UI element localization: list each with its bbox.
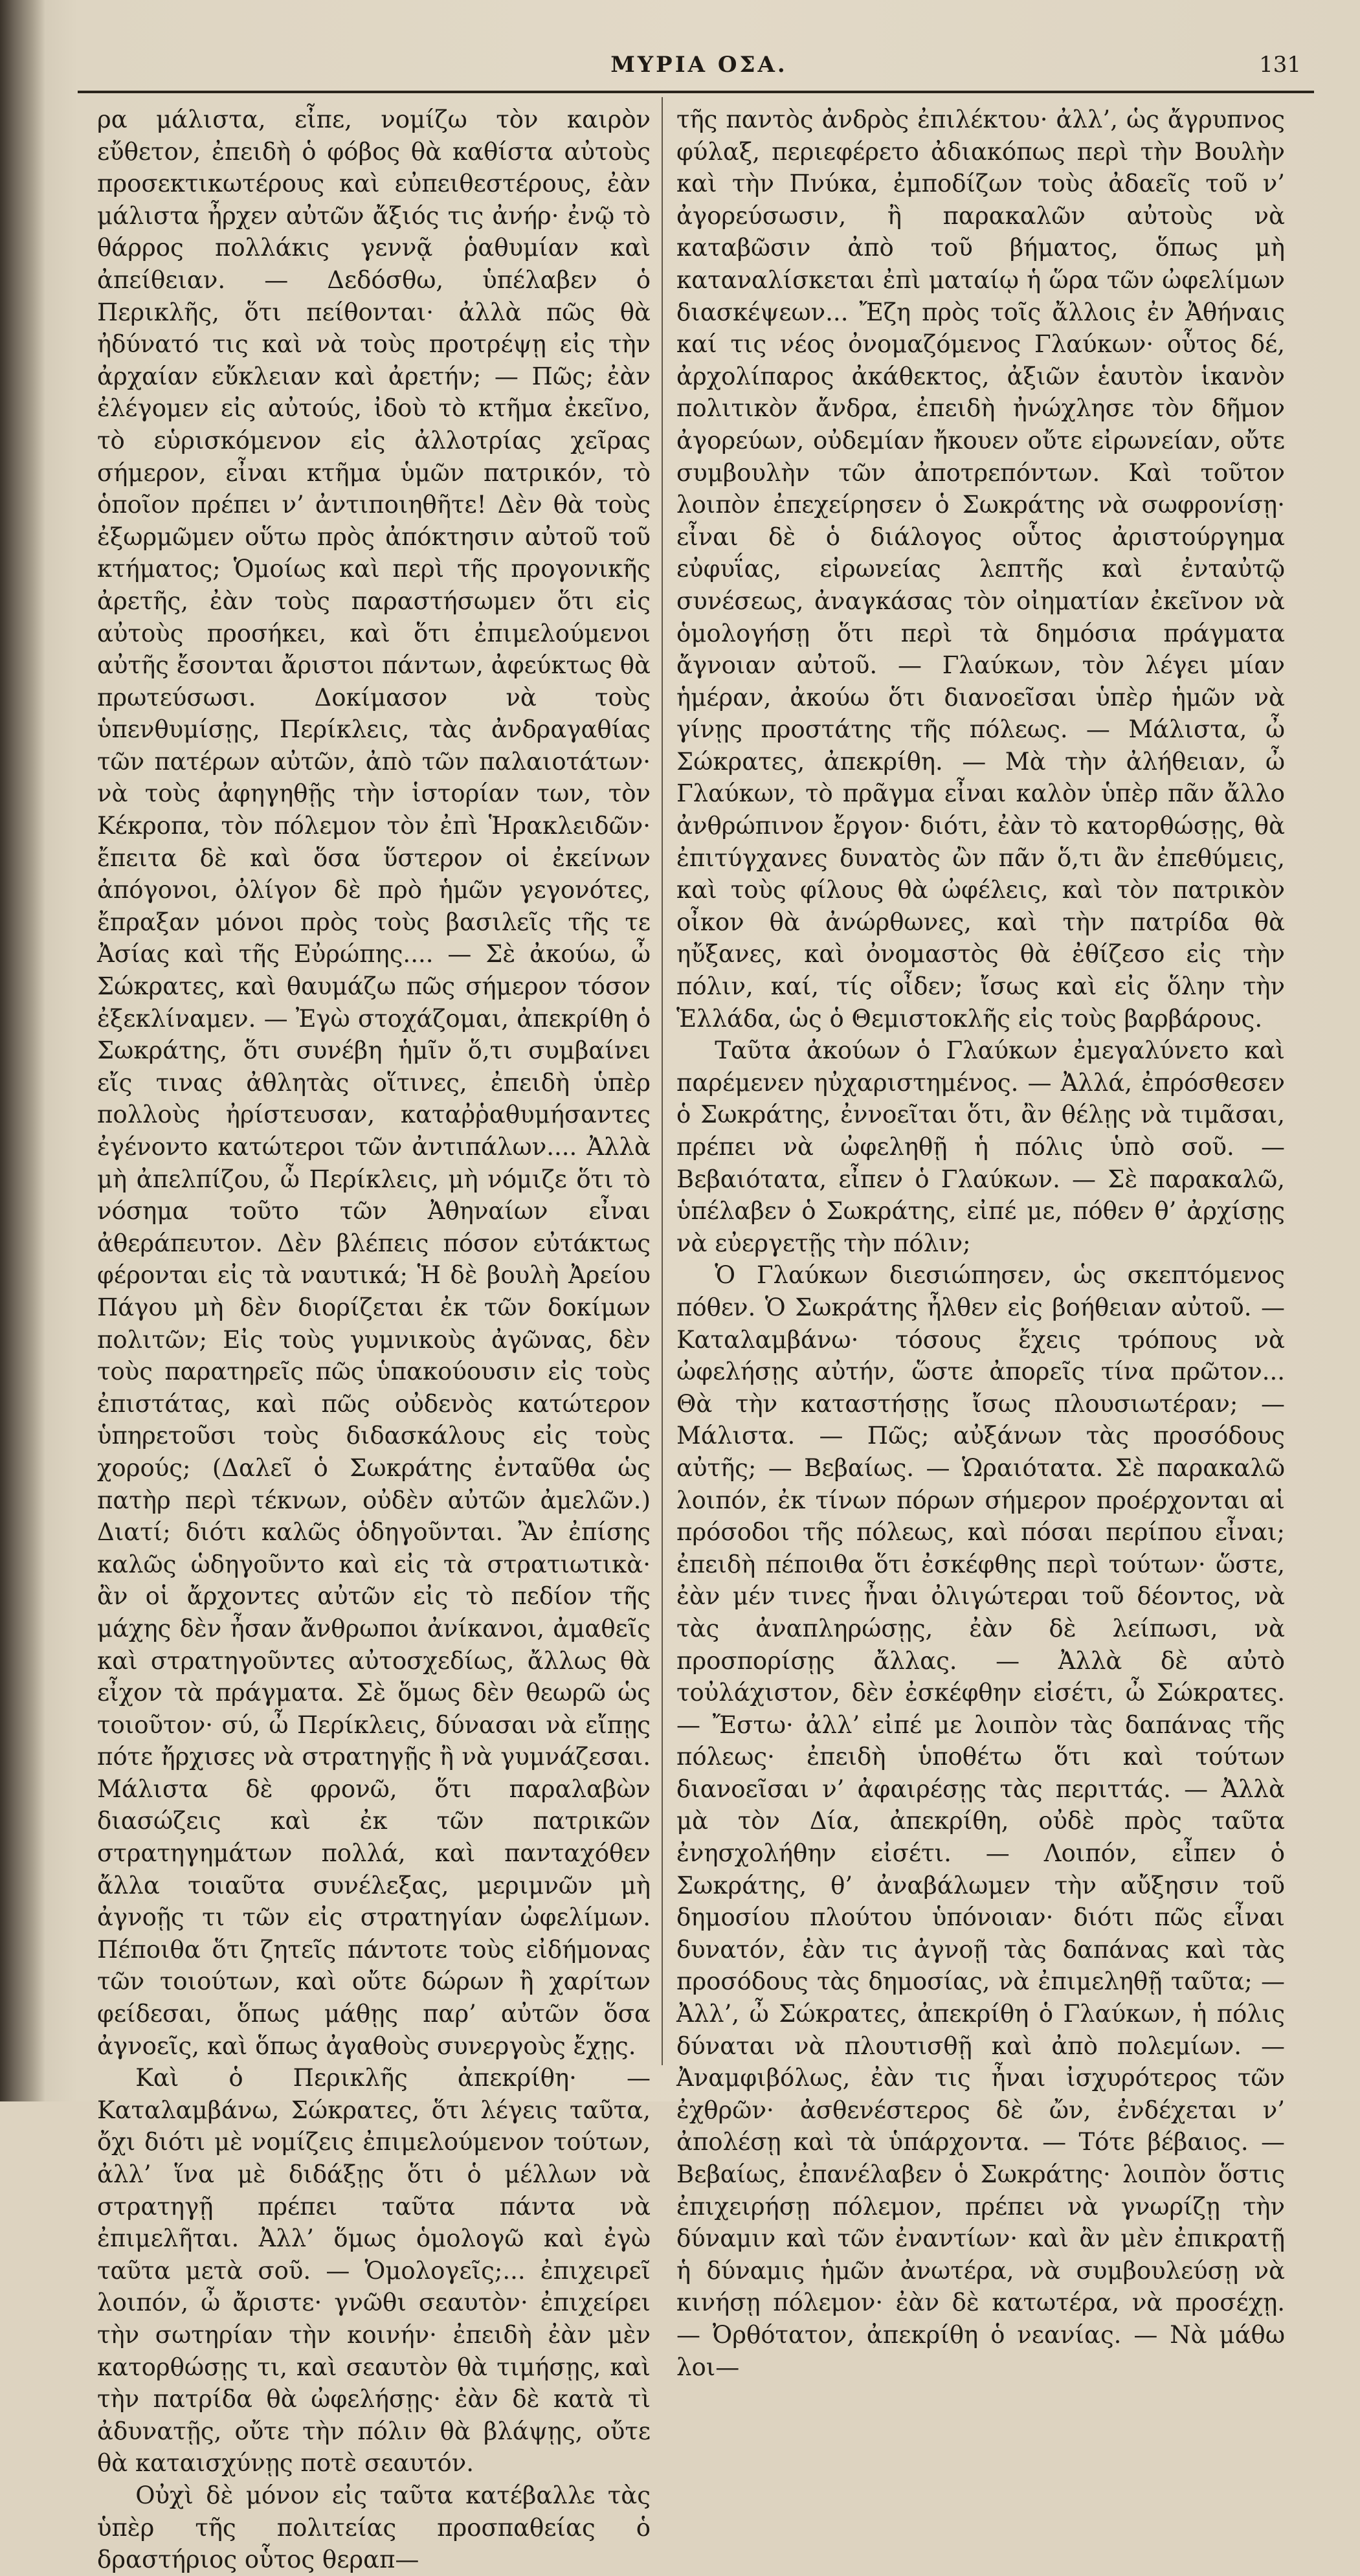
- paragraph: Οὐχὶ δὲ μόνον εἰς ταῦτα κατέβαλλε τὰς ὑπὲρ τῆς πολιτείας προσπαθείας ὁ δραστήριος οὗτος θεραπ—: [97, 2481, 651, 2574]
- paragraph: τῆς παντὸς ἀνδρὸς ἐπιλέκτου· ἀλλ’, ὡς ἄγρυπνος φύλαξ, περιεφέρετο ἀδιακόπως περὶ τὴν Βουλὴν καὶ τὴν Πνύκα, ἐμποδίζων τοὺς ἀδαεῖς τοῦ ν’ ἀγορεύσωσιν, ἢ παρακαλῶν αὐτοὺς νὰ καταβῶσιν ἀπὸ τοῦ βήματος, ὅπως μὴ καταναλίσκεται ἐπὶ ματαίῳ ἡ ὥρα τῶν ὠφελίμων διασκέψεων... Ἔζη πρὸς τοῖς ἄλλοις ἐν Ἀθήναις καί τις νέος ὀνομαζόμενος Γλαύκων· οὗτος δέ, ἀρχολίπαρος ἀκάθεκτος, ἀξιῶν ἑαυτὸν ἱκανὸν πολιτικὸν ἄνδρα, ἐπειδὴ ἠνώχλησε τὸν δῆμον ἀγορεύων, οὐδεμίαν ἤκουεν οὔτε εἰρωνείαν, οὔτε συμβουλὴν τῶν ἀποτρεπόντων. Καὶ τοῦτον λοιπὸν ἐπεχείρησεν ὁ Σωκράτης νὰ σωφρονίσῃ· εἶναι δὲ ὁ διάλογος οὗτος ἀριστούργημα εὐφυΐας, εἰρωνείας λεπτῆς καὶ ἐνταὐτῷ συνέσεως, ἀναγκάσας τὸν οἰηματίαν ἐκεῖνον νὰ ὁμολογήσῃ ὅτι περὶ τὰ δημόσια πράγματα ἄγνοιαν αὐτοῦ. — Γλαύκων, τὸν λέγει μίαν ἡμέραν, ἀκούω ὅτι διανοεῖσαι ὑπὲρ ἡμῶν νὰ γίνῃς προστάτης τῆς πόλεως. — Μάλιστα, ὦ Σώκρατες, ἀπεκρίθη. — Μὰ τὴν ἀλήθειαν, ὦ Γλαύκων, τὸ πρᾶγμα εἶναι καλὸν ὑπὲρ πᾶν ἄλλο ἀνθρώπινον ἔργον· διότι, ἐὰν τὸ κατορθώσῃς, θὰ ἐπιτύγχανες δυνατὸς ὢν πᾶν ὅ,τι ἂν ἐπεθύμεις, καὶ τοὺς φίλους θὰ ὠφέλεις, καὶ τὸν πατρικὸν οἶκον θὰ ἀνώρθωνες, καὶ τὴν πατρίδα θὰ ηὔξανες, καὶ ὀνομαστὸς θὰ ἐθίζεσο εἰς τὴν πόλιν, καί, τίς οἶδεν; ἴσως καὶ εἰς ὅλην τὴν Ἑλλάδα, ὡς ὁ Θεμιστοκλῆς εἰς τοὺς βαρβάρους.: [676, 106, 1285, 1033]
- paragraph: Ὁ Γλαύκων διεσιώπησεν, ὡς σκεπτόμενος πόθεν. Ὁ Σωκράτης ἦλθεν εἰς βοήθειαν αὐτοῦ. — Καταλαμβάνω· τόσους ἔχεις τρόπους νὰ ὠφελήσῃς αὐτήν, ὥστε ἀπορεῖς τίνα πρῶτον... Θὰ τὴν καταστήσῃς ἴσως πλουσιωτέραν; — Μάλιστα. — Πῶς; αὐξάνων τὰς προσόδους αὐτῆς; — Βεβαίως. — Ὡραιότατα. Σὲ παρακαλῶ λοιπόν, ἐκ τίνων πόρων σήμερον προέρχονται αἱ πρόσοδοι τῆς πόλεως, καὶ πόσαι περίπου εἶναι; ἐπειδὴ πέποιθα ὅτι ἐσκέφθης περὶ τούτων· ὥστε, ἐὰν μέν τινες ἦναι ὀλιγώτεραι τοῦ δέοντος, νὰ τὰς ἀναπληρώσῃς, ἐὰν δὲ λείπωσι, νὰ προσπορίσῃς ἄλλας. — Ἀλλὰ δὲ αὐτὸ τοὐλάχιστον, δὲν ἐσκέφθην εἰσέτι, ὦ Σώκρατες. — Ἔστω· ἀλλ’ εἰπέ με λοιπὸν τὰς δαπάνας τῆς πόλεως· ἐπειδὴ ὑποθέτω ὅτι καὶ τούτων διανοεῖσαι ν’ ἀφαιρέσῃς τὰς περιττάς. — Ἀλλὰ μὰ τὸν Δία, ἀπεκρίθη, οὐδὲ πρὸς ταῦτα ἐνησχολήθην εἰσέτι. — Λοιπόν, εἶπεν ὁ Σωκράτης, θ’ ἀναβάλωμεν τὴν αὔξησιν τοῦ δημοσίου πλούτου ὑπόνοιαν· διότι πῶς εἶναι δυνατόν, ἐὰν τις ἀγνοῇ τὰς δαπάνας καὶ τὰς προσόδους τὰς δημοσίας, νὰ ἐπιμεληθῇ ταῦτα; — Ἀλλ’, ὦ Σώκρατες, ἀπεκρίθη ὁ Γλαύκων, ἡ πόλις δύναται νὰ πλουτισθῇ καὶ ἀπὸ πολεμίων. — Ἀναμφιβόλως, ἐὰν τις ἦναι ἰσχυρότερος τῶν ἐχθρῶν· ἀσθενέστερος δὲ ὤν, ἐνδέχεται ν’ ἀπολέσῃ καὶ τὰ ὑπάρχοντα. — Τότε βέβαιος. — Βεβαίως, ἐπανέλαβεν ὁ Σωκράτης· λοιπὸν ὅστις ἐπιχειρήσῃ πόλεμον, πρέπει νὰ γνωρίζῃ τὴν δύναμιν καὶ τῶν ἐναντίων· καὶ ἂν μὲν ἐπικρατῇ ἡ δύναμις ἡμῶν ἀνωτέρα, νὰ συμβουλεύσῃ νὰ κινήσῃ πόλεμον· ἐὰν δὲ κατωτέρα, νὰ προσέχῃ. — Ὀρθότατον, ἀπεκρίθη ὁ νεανίας. — Νὰ μάθω λοι—: [676, 1261, 1285, 2381]
- column-divider: [662, 97, 663, 2065]
- right-column: [676, 104, 1285, 2383]
- header-rule: [78, 91, 1314, 93]
- paragraph: Καὶ ὁ Περικλῆς ἀπεκρίθη· — Καταλαμβάνω, Σώκρατες, ὅτι λέγεις ταῦτα, ὄχι διότι μὲ νομίζεις ἐπιμελούμενον τούτων, ἀλλ’ ἵνα μὲ διδάξῃς ὅτι ὁ μέλλων νὰ στρατηγῇ πρέπει ταῦτα πάντα νὰ ἐπιμελῆται. Ἀλλ’ ὅμως ὁμολογῶ καὶ ἐγὼ ταῦτα μετὰ σοῦ. — Ὁμολογεῖς;... ἐπιχειρεῖ λοιπόν, ὦ ἄριστε· γνῶθι σεαυτὸν· ἐπιχείρει τὴν σωτηρίαν τὴν κοινήν· ἐπειδὴ ἐὰν μὲν κατορθώσῃς τι, καὶ σεαυτὸν θὰ τιμήσῃς, καὶ τὴν πατρίδα θὰ ὠφελήσῃς· ἐὰν δὲ κατὰ τὶ ἀδυνατῇς, οὔτε τὴν πόλιν θὰ βλάψῃς, οὔτε θὰ καταισχύνῃς ποτὲ σεαυτόν.: [97, 2064, 651, 2478]
- binding-edge: [0, 0, 45, 2101]
- page-header: [91, 45, 1308, 91]
- page-number: 131: [1259, 52, 1301, 78]
- paragraph: ρα μάλιστα, εἶπε, νομίζω τὸν καιρὸν εὔθετον, ἐπειδὴ ὁ φόβος θὰ καθίστα αὐτοὺς προσεκτικωτέρους καὶ εὐπειθεστέρους, ἐὰν μάλιστα ἦρχεν αὐτῶν ἄξιός τις ἀνήρ· ἐνῷ τὸ θάρρος πολλάκις γεννᾷ ῥαθυμίαν καὶ ἀπείθειαν. — Δεδόσθω, ὑπέλαβεν ὁ Περικλῆς, ὅτι πείθονται· ἀλλὰ πῶς θὰ ἠδύνατό τις καὶ νὰ τοὺς προτρέψῃ εἰς τὴν ἀρχαίαν εὔκλειαν καὶ ἀρετήν; — Πῶς; ἐὰν ἐλέγομεν εἰς αὐτούς, ἰδοὺ τὸ κτῆμα ἐκεῖνο, τὸ εὑρισκόμενον εἰς ἀλλοτρίας χεῖρας σήμερον, εἶναι κτῆμα ὑμῶν πατρικόν, τὸ ὁποῖον πρέπει ν’ ἀντιποιηθῆτε! Δὲν θὰ τοὺς ἐξωρμῶμεν οὕτω πρὸς ἀπόκτησιν αὐτοῦ τοῦ κτήματος; Ὁμοίως καὶ περὶ τῆς προγονικῆς ἀρετῆς, ἐὰν τοὺς παραστήσωμεν ὅτι εἰς αὐτοὺς προσήκει, καὶ ὅτι ἐπιμελούμενοι αὐτῆς ἔσονται ἄριστοι πάντων, ἀφεύκτως θὰ πρωτεύσωσι. Δοκίμασον νὰ τοὺς ὑπενθυμίσῃς, Περίκλεις, τὰς ἀνδραγαθίας τῶν πατέρων αὐτῶν, ἀπὸ τῶν παλαιοτάτων· νὰ τοὺς ἀφηγηθῇς τὴν ἱστορίαν των, τὸν Κέκροπα, τὸν πόλεμον τὸν ἐπὶ Ἡρακλειδῶν· ἔπειτα δὲ καὶ ὅσα ὕστερον οἱ ἐκείνων ἀπόγονοι, ὀλίγον δὲ πρὸ ἡμῶν γεγονότες, ἔπραξαν μόνοι πρὸς τοὺς βασιλεῖς τῆς τε Ἀσίας καὶ τῆς Εὐρώπης.... — Σὲ ἀκούω, ὦ Σώκρατες, καὶ θαυμάζω πῶς σήμερον τόσον ἐξεκλίναμεν. — Ἐγὼ στοχάζομαι, ἀπεκρίθη ὁ Σωκράτης, ὅτι συνέβη ἡμῖν ὅ,τι συμβαίνει εἴς τινας ἀθλητὰς οἵτινες, ἐπειδὴ ὑπὲρ πολλοὺς ἠρίστευσαν, καταῤῥαθυμήσαντες ἐγένοντο κατώτεροι τῶν ἀντιπάλων.... Ἀλλὰ μὴ ἀπελπίζου, ὦ Περίκλεις, μὴ νόμιζε ὅτι τὸ νόσημα τοῦτο τῶν Ἀθηναίων εἶναι ἀθεράπευτον. Δὲν βλέπεις πόσον εὐτάκτως φέρονται εἰς τὰ ναυτικά; Ἡ δὲ βουλὴ Ἀρείου Πάγου μὴ δὲν διορίζεται ἐκ τῶν δοκίμων πολιτῶν; Εἰς τοὺς γυμνικοὺς ἀγῶνας, δὲν τοὺς παρατηρεῖς πῶς ὑπακούουσιν εἰς τοὺς ἐπιστάτας, καὶ πῶς οὐδενὸς κατώτερον ὑπηρετοῦσι τοὺς διδασκάλους εἰς τοὺς χορούς; (Δαλεῖ ὁ Σωκράτης ἐνταῦθα ὡς πατὴρ περὶ τέκνων, οὐδὲν αὐτῶν ἀμελῶν.) Διατί; διότι καλῶς ὁδηγοῦνται. Ἂν ἐπίσης καλῶς ὡδηγοῦντο καὶ εἰς τὰ στρατιωτικὰ· ἂν οἱ ἄρχοντες αὐτῶν εἰς τὸ πεδίον τῆς μάχης δὲν ἦσαν ἄνθρωποι ἀνίκανοι, ἀμαθεῖς καὶ στρατηγοῦντες αὐτοσχεδίως, ἄλλως θὰ εἶχον τὰ πράγματα. Σὲ ὅμως δὲν θεωρῶ ὡς τοιοῦτον· σύ, ὦ Περίκλεις, δύνασαι νὰ εἴπῃς πότε ἤρχισες νὰ στρατηγῇς ἢ νὰ γυμνάζεσαι. Μάλιστα δὲ φρονῶ, ὅτι παραλαβὼν διασώζεις καὶ ἐκ τῶν πατρικῶν στρατηγημάτων πολλά, καὶ πανταχόθεν ἄλλα τοιαῦτα συνέλεξας, μεριμνῶν μὴ ἀγνοῇς τι τῶν εἰς στρατηγίαν ὠφελίμων. Πέποιθα ὅτι ζητεῖς πάντοτε τοὺς εἰδήμονας τῶν τοιούτων, καὶ οὔτε δώρων ἢ χαρίτων φείδεσαι, ὅπως μάθῃς παρ’ αὐτῶν ὅσα ἀγνοεῖς, καὶ ὅπως ἀγαθοὺς συνεργοὺς ἔχῃς.: [97, 106, 651, 2060]
- paragraph: Ταῦτα ἀκούων ὁ Γλαύκων ἐμεγαλύνετο καὶ παρέμενεν ηὐχαριστημένος. — Ἀλλά, ἐπρόσθεσεν ὁ Σωκράτης, ἐννοεῖται ὅτι, ἂν θέλῃς νὰ τιμᾶσαι, πρέπει νὰ ὠφεληθῇ ἡ πόλις ὑπὸ σοῦ. — Βεβαιότατα, εἶπεν ὁ Γλαύκων. — Σὲ παρακαλῶ, ὑπέλαβεν ὁ Σωκράτης, εἰπέ με, πόθεν θ’ ἀρχίσῃς νὰ εὐεργετῇς τὴν πόλιν;: [676, 1036, 1285, 1257]
- left-column: [97, 104, 651, 2576]
- running-title: ΜΥΡΙΑ ΟΣΑ.: [610, 52, 788, 78]
